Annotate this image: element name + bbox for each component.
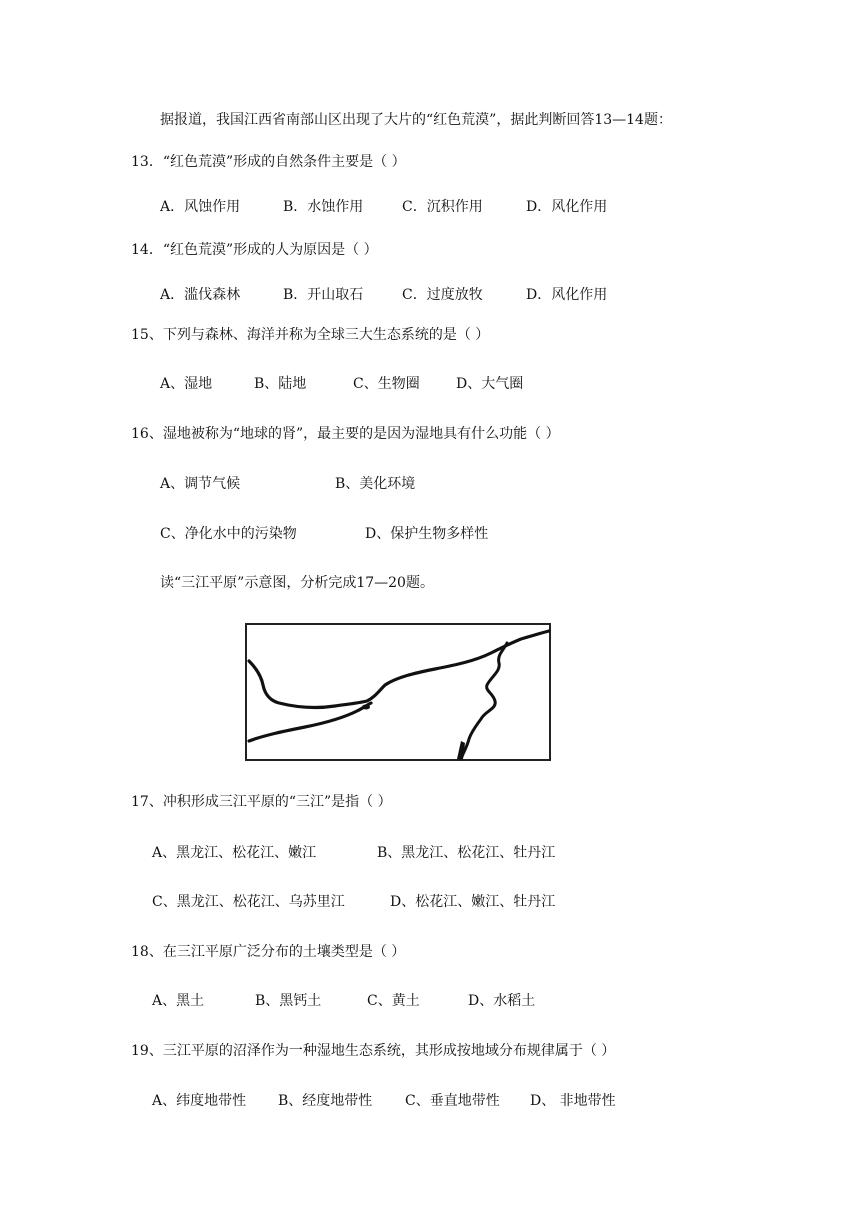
river-upper bbox=[249, 631, 549, 707]
question-13-option-d: D．风化作用 bbox=[526, 199, 608, 215]
question-18-option-d: D、水稻土 bbox=[468, 993, 536, 1009]
question-18-stem: 18、在三江平原广泛分布的土壤类型是（ ） bbox=[131, 944, 406, 960]
question-14-option-b: B．开山取石 bbox=[283, 287, 364, 303]
question-16-option-d: D、保护生物多样性 bbox=[365, 526, 489, 542]
intro-13-14: 据报道，我国江西省南部山区出现了大片的“红色荒漠”，据此判断回答13—14题： bbox=[160, 112, 672, 128]
question-13-option-a: A．风蚀作用 bbox=[160, 199, 241, 215]
question-16-option-a: A、调节气候 bbox=[160, 476, 241, 492]
river-confluence bbox=[362, 705, 370, 710]
sanjiang-plain-map bbox=[245, 623, 551, 761]
question-16-stem: 16、湿地被称为“地球的肾”，最主要的是因为湿地具有什么功能（ ） bbox=[131, 426, 560, 442]
question-15-stem: 15、下列与森林、海洋并称为全球三大生态系统的是（ ） bbox=[131, 327, 490, 343]
question-17-option-b: B、黑龙江、松花江、牡丹江 bbox=[377, 845, 556, 861]
question-19-option-b: B、经度地带性 bbox=[278, 1093, 373, 1109]
question-18-option-b: B、黑钙土 bbox=[255, 993, 322, 1009]
intro-17-20: 读“三江平原”示意图，分析完成17—20题。 bbox=[160, 575, 434, 591]
question-18-option-c: C、黄土 bbox=[367, 993, 420, 1009]
question-14-option-d: D．风化作用 bbox=[526, 287, 608, 303]
question-17-option-d: D、松花江、嫩江、牡丹江 bbox=[390, 894, 556, 910]
question-17-stem: 17、冲积形成三江平原的“三江”是指（ ） bbox=[131, 794, 392, 810]
question-15-option-d: D、大气圈 bbox=[456, 376, 524, 392]
question-15-option-b: B、陆地 bbox=[254, 376, 307, 392]
question-13-stem: 13．“红色荒漠”形成的自然条件主要是（ ） bbox=[131, 154, 406, 170]
question-14-stem: 14．“红色荒漠”形成的人为原因是（ ） bbox=[131, 242, 378, 258]
map-frame bbox=[246, 624, 550, 760]
question-13-option-c: C．沉积作用 bbox=[402, 199, 483, 215]
question-16-option-c: C、净化水中的污染物 bbox=[160, 526, 297, 542]
question-19-option-a: A、纬度地带性 bbox=[152, 1093, 247, 1109]
question-14-option-a: A．滥伐森林 bbox=[160, 287, 241, 303]
question-15-option-a: A、湿地 bbox=[160, 376, 213, 392]
question-19-option-d: D、 非地带性 bbox=[530, 1093, 616, 1109]
question-14-option-c: C．过度放牧 bbox=[402, 287, 483, 303]
question-18-option-a: A、黑土 bbox=[152, 993, 205, 1009]
question-16-option-b: B、美化环境 bbox=[335, 476, 416, 492]
question-15-option-c: C、生物圈 bbox=[353, 376, 420, 392]
question-17-option-a: A、黑龙江、松花江、嫩江 bbox=[152, 845, 317, 861]
question-19-stem: 19、三江平原的沼泽作为一种湿地生态系统，其形成按地域分布规律属于（ ） bbox=[131, 1043, 616, 1059]
question-17-option-c: C、黑龙江、松花江、乌苏里江 bbox=[152, 894, 345, 910]
question-19-option-c: C、垂直地带性 bbox=[405, 1093, 500, 1109]
river-right-mouth bbox=[457, 741, 465, 759]
question-13-option-b: B．水蚀作用 bbox=[283, 199, 364, 215]
